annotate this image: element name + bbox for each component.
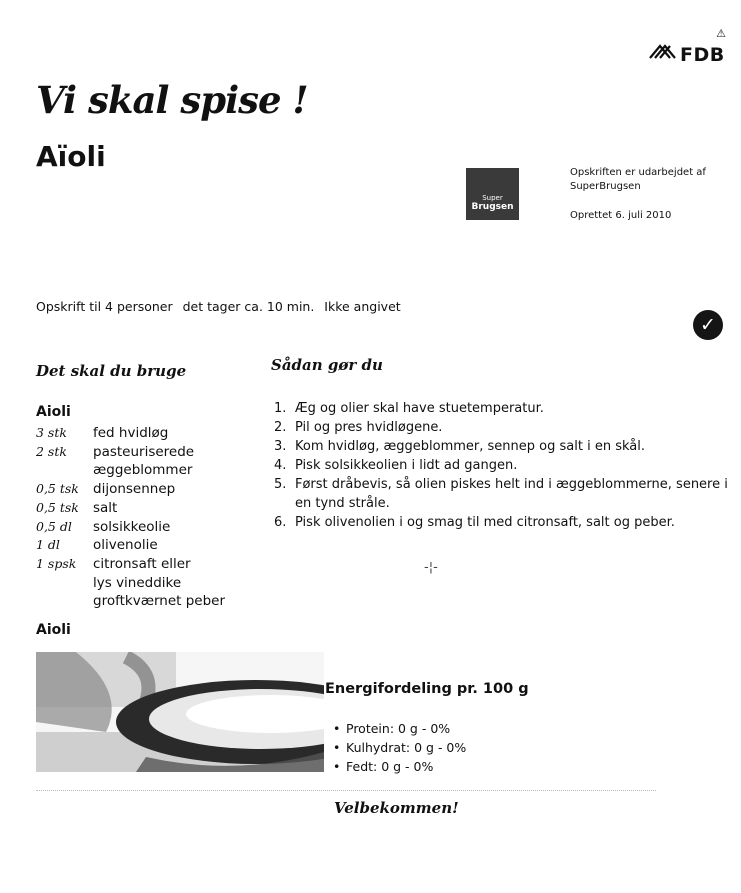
ingredient-name: salt [93,499,118,516]
step-number: 5. [274,477,287,492]
recipe-photo [36,652,324,772]
ingredient-row [36,518,266,537]
step-text: Pisk olivenolien i og smag til med citronsaft, salt og peber. [295,515,675,530]
ingredient-qty: 0,5 tsk [36,481,79,497]
energy-list [333,719,466,776]
step [274,513,729,532]
ingredient-name: citronsaft eller lys vineddike [93,555,191,591]
step [274,418,729,437]
energy-item: • Protein: 0 g - 0% [333,719,466,738]
warning-icon: ⚠ [716,27,726,40]
image-caption: Aioli [36,622,71,638]
step-text: Pisk solsikkeolien i lidt ad gangen. [295,458,518,473]
ingredient-qty: 3 stk [36,425,67,440]
ingredient-name: olivenolie [93,537,158,554]
ingredient-row [36,536,266,555]
headline: Vi skal spise ! [36,78,308,122]
energy-title: Energifordeling pr. 100 g [325,681,529,697]
step [274,399,729,418]
ingredients-heading: Det skal du bruge [36,362,187,380]
step-number: 3. [274,439,287,454]
logo-line-2: Brugsen [471,202,514,212]
check-icon[interactable]: ✓ [693,310,723,340]
ingredient-row [36,443,266,480]
energy-item: • Fedt: 0 g - 0% [333,757,466,776]
step-number: 2. [274,420,287,435]
crosshair-icon: -¦- [424,560,438,575]
step [274,437,729,456]
step [274,456,729,475]
recipe-meta [36,299,407,314]
ingredient-qty: 1 dl [36,537,60,553]
ingredient-name: dijonsennep [93,481,176,498]
created-date: Oprettet 6. juli 2010 [570,210,672,221]
ingredient-name: groftkværnet peber [93,593,226,610]
difficulty: Ikke angivet [324,299,401,314]
ingredient-qty: 1 spsk [36,555,77,571]
step-text: Pil og pres hvidløgene. [295,420,443,435]
step-number: 6. [274,515,287,530]
step-text: Først dråbevis, så olien piskes helt ind i æggeblommerne, senere i en tynd stråle. [295,477,728,511]
closing-text: Velbekommen! [334,799,459,817]
ingredient-row [36,499,266,518]
energy-item: • Kulhydrat: 0 g - 0% [333,738,466,757]
servings: Opskrift til 4 personer [36,299,173,314]
ingredient-row [36,424,266,443]
time: det tager ca. 10 min. [182,299,315,314]
step-text: Æg og olier skal have stuetemperatur. [295,401,544,416]
ingredient-qty: 2 stk [36,443,67,459]
step-text: Kom hvidløg, æggeblommer, sennep og salt i en skål. [295,439,645,454]
ingredient-list [36,424,266,611]
method-heading: Sådan gør du [271,356,383,374]
ingredient-name: solsikkeolie [93,518,171,535]
divider [36,790,656,791]
ingredient-name: pasteuriserede æggeblommer [93,443,195,479]
ingredient-row [36,555,266,592]
step [274,475,729,513]
ingredient-row [36,480,266,499]
recipe-title: Aïoli [36,140,106,173]
fdb-brand [648,28,728,72]
brand-name: FDB [680,44,725,66]
superbrugsen-logo [466,168,519,220]
ingredient-name: fed hvidløg [93,425,169,441]
ingredient-qty: 0,5 tsk [36,499,79,515]
ingredient-row [36,592,266,611]
fdb-logo-icon [648,42,678,62]
ingredient-group-title: Aioli [36,404,71,420]
method-steps [274,399,729,532]
author-credit: Opskriften er udarbejdet af SuperBrugsen [570,167,706,192]
step-number: 1. [274,401,287,416]
ingredient-qty [36,592,93,611]
ingredient-qty: 0,5 dl [36,518,72,534]
logo-line-1: Super [482,194,503,202]
step-number: 4. [274,458,287,473]
